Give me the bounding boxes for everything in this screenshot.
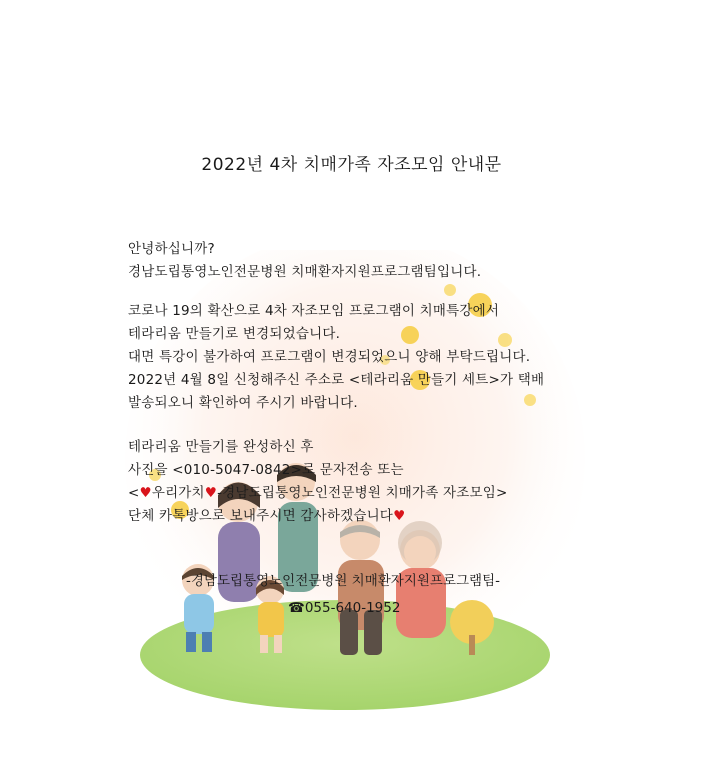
instruction-line bbox=[128, 505, 608, 528]
heart-icon: ♥ bbox=[393, 508, 406, 524]
instruction-line bbox=[128, 482, 608, 505]
heart-icon: ♥ bbox=[204, 485, 218, 501]
chatroom-name: 우리가치 bbox=[151, 485, 205, 501]
footer-signature bbox=[186, 568, 500, 622]
organization-name: -경남도립통영노인전문병원 치매환자지원프로그램팀- bbox=[186, 573, 500, 589]
heart-icon: ♥ bbox=[139, 485, 152, 501]
phone-number: ☎055-640-1952 bbox=[288, 600, 401, 616]
notice-line: 코로나 19의 확산으로 4차 자조모임 프로그램이 치매특강에서 bbox=[128, 303, 500, 319]
document-title: 2022년 4차 치매가족 자조모임 안내문 bbox=[201, 155, 502, 175]
instruction-paragraph bbox=[128, 436, 608, 528]
notice-line: 발송되오니 확인하여 주시기 바랍니다. bbox=[128, 395, 358, 411]
notice-line: 테라리움 만들기로 변경되었습니다. bbox=[128, 326, 341, 342]
instruction-line: 사진을 <010-5047-0842>로 문자전송 또는 bbox=[128, 462, 404, 478]
greeting-paragraph bbox=[128, 238, 608, 284]
notice-line: 대면 특강이 불가하여 프로그램이 변경되었으니 양해 부탁드립니다. bbox=[128, 349, 531, 365]
greeting-line: 경남도립통영노인전문병원 치매환자지원프로그램팀입니다. bbox=[128, 264, 482, 280]
notice-paragraph bbox=[128, 300, 608, 415]
chatroom-description: -경남도립통영노인전문병원 치매가족 자조모임> bbox=[217, 485, 508, 501]
greeting-line: 안녕하십니까? bbox=[128, 241, 215, 257]
notice-line: 2022년 4월 8일 신청해주신 주소로 <테라리움 만들기 세트>가 택배 bbox=[128, 372, 545, 388]
closing-text: 단체 카톡방으로 보내주시면 감사하겠습니다 bbox=[128, 508, 394, 524]
bracket-text: < bbox=[128, 485, 140, 501]
instruction-line: 테라리움 만들기를 완성하신 후 bbox=[128, 439, 314, 455]
